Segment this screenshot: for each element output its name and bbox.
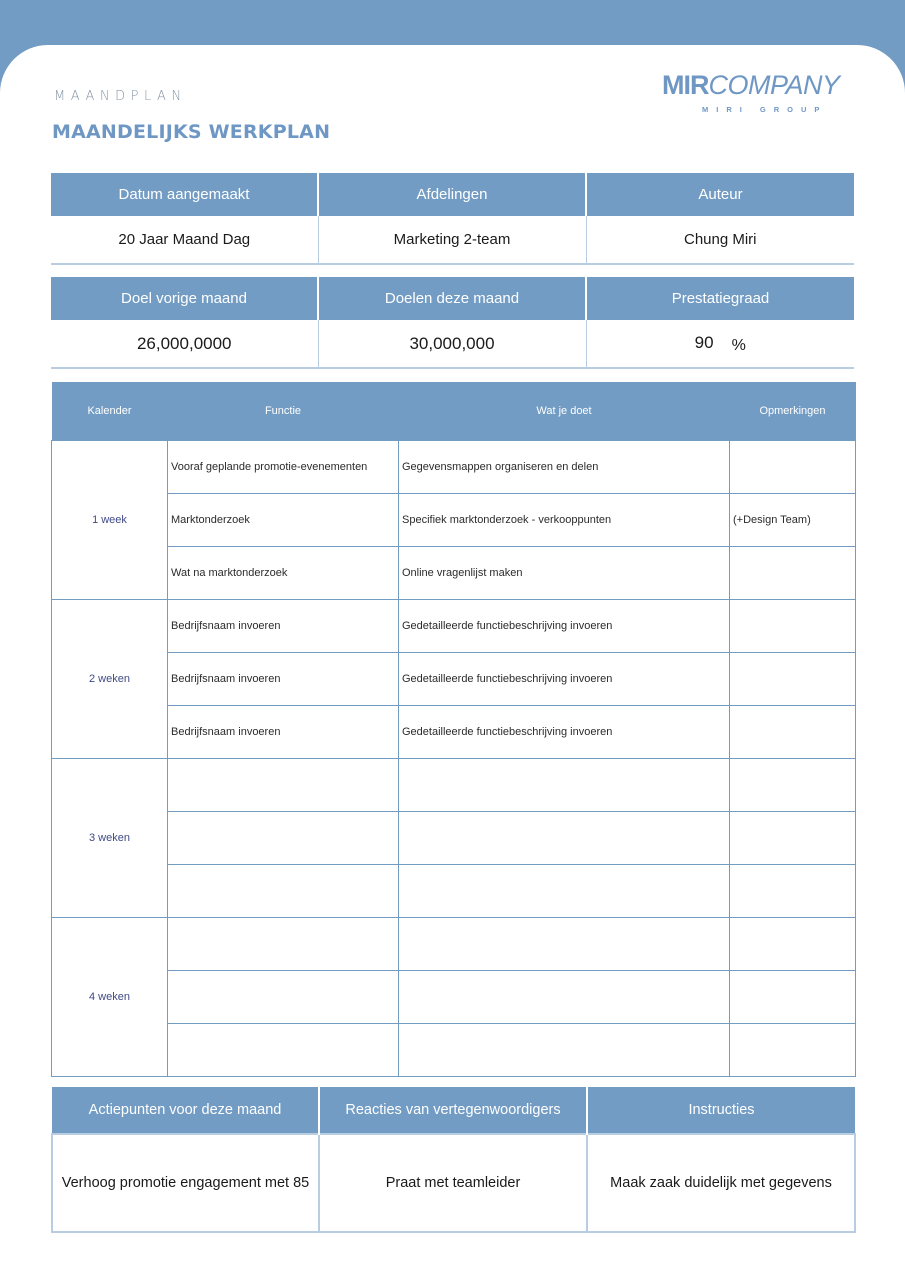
table-row <box>52 1023 856 1076</box>
header-function: Functie <box>168 382 399 440</box>
header-action-points: Actiepunten voor deze maand <box>52 1087 319 1134</box>
function-cell: Marktonderzoek <box>168 493 399 546</box>
function-cell <box>168 758 399 811</box>
action-points-value: Verhoog promotie engagement met 85 <box>52 1134 319 1232</box>
remark-cell <box>730 546 856 599</box>
info-table <box>51 173 854 265</box>
task-cell: Gedetailleerde functiebeschrijving invoeren <box>399 652 730 705</box>
table-row <box>52 493 856 546</box>
company-logo <box>662 68 862 118</box>
header-date-created: Datum aangemaakt <box>51 173 318 216</box>
page-eyebrow: MAANDPLAN <box>54 89 187 104</box>
remark-cell <box>730 652 856 705</box>
table-row <box>52 917 856 970</box>
task-cell <box>399 811 730 864</box>
task-cell <box>399 1023 730 1076</box>
remark-cell <box>730 440 856 493</box>
instructions-value: Maak zaak duidelijk met gegevens <box>587 1134 855 1232</box>
task-cell <box>399 917 730 970</box>
task-cell: Gegevensmappen organiseren en delen <box>399 440 730 493</box>
task-cell <box>399 970 730 1023</box>
task-cell: Gedetailleerde functiebeschrijving invoeren <box>399 599 730 652</box>
header-calendar: Kalender <box>52 382 168 440</box>
function-cell: Vooraf geplande promotie-evenementen <box>168 440 399 493</box>
achievement-rate-cell <box>586 320 854 368</box>
table-row <box>52 546 856 599</box>
table-row <box>52 705 856 758</box>
function-cell <box>168 1023 399 1076</box>
achievement-rate-unit: % <box>731 336 746 354</box>
achievement-rate-value: 90 <box>694 332 714 352</box>
remark-cell <box>730 758 856 811</box>
action-table <box>51 1087 856 1233</box>
header-previous-goal: Doel vorige maand <box>51 277 318 320</box>
table-row <box>52 970 856 1023</box>
plan-table <box>51 382 856 1077</box>
header-departments: Afdelingen <box>318 173 586 216</box>
goals-table <box>51 277 854 369</box>
logo-company-text: COMPANY <box>708 70 840 100</box>
table-row <box>52 652 856 705</box>
date-created-value: 20 Jaar Maand Dag <box>51 216 318 264</box>
table-row <box>52 758 856 811</box>
logo-mark-text: MIR <box>662 70 709 100</box>
task-cell: Gedetailleerde functiebeschrijving invoeren <box>399 705 730 758</box>
page-title: MAANDELIJKS WERKPLAN <box>52 121 331 143</box>
author-value: Chung Miri <box>586 216 854 264</box>
week-label: 2 weken <box>52 599 168 758</box>
week-label: 3 weken <box>52 758 168 917</box>
function-cell <box>168 917 399 970</box>
function-cell <box>168 970 399 1023</box>
table-row <box>52 864 856 917</box>
function-cell: Bedrijfsnaam invoeren <box>168 599 399 652</box>
header-remarks: Opmerkingen <box>730 382 856 440</box>
week-label: 4 weken <box>52 917 168 1076</box>
function-cell <box>168 811 399 864</box>
header-what-you-do: Wat je doet <box>399 382 730 440</box>
remark-cell: (+Design Team) <box>730 493 856 546</box>
header-author: Auteur <box>586 173 854 216</box>
remark-cell <box>730 917 856 970</box>
header-achievement-rate: Prestatiegraad <box>586 277 854 320</box>
table-row <box>52 599 856 652</box>
function-cell: Bedrijfsnaam invoeren <box>168 705 399 758</box>
task-cell <box>399 758 730 811</box>
function-cell: Bedrijfsnaam invoeren <box>168 652 399 705</box>
remark-cell <box>730 970 856 1023</box>
task-cell: Specifiek marktonderzoek - verkooppunten <box>399 493 730 546</box>
remark-cell <box>730 811 856 864</box>
previous-goal-value: 26,000,0000 <box>51 320 318 368</box>
remark-cell <box>730 1023 856 1076</box>
remark-cell <box>730 599 856 652</box>
header-representative-reactions: Reacties van vertegenwoordigers <box>319 1087 587 1134</box>
remark-cell <box>730 705 856 758</box>
function-cell <box>168 864 399 917</box>
header-instructions: Instructies <box>587 1087 855 1134</box>
task-cell: Online vragenlijst maken <box>399 546 730 599</box>
current-goal-value: 30,000,000 <box>318 320 586 368</box>
logo-subtitle: MIRI GROUP <box>702 105 828 114</box>
departments-value: Marketing 2-team <box>318 216 586 264</box>
week-label: 1 week <box>52 440 168 599</box>
table-row <box>52 811 856 864</box>
function-cell: Wat na marktonderzoek <box>168 546 399 599</box>
header-current-goal: Doelen deze maand <box>318 277 586 320</box>
remark-cell <box>730 864 856 917</box>
table-row <box>52 440 856 493</box>
representative-reactions-value: Praat met teamleider <box>319 1134 587 1232</box>
task-cell <box>399 864 730 917</box>
